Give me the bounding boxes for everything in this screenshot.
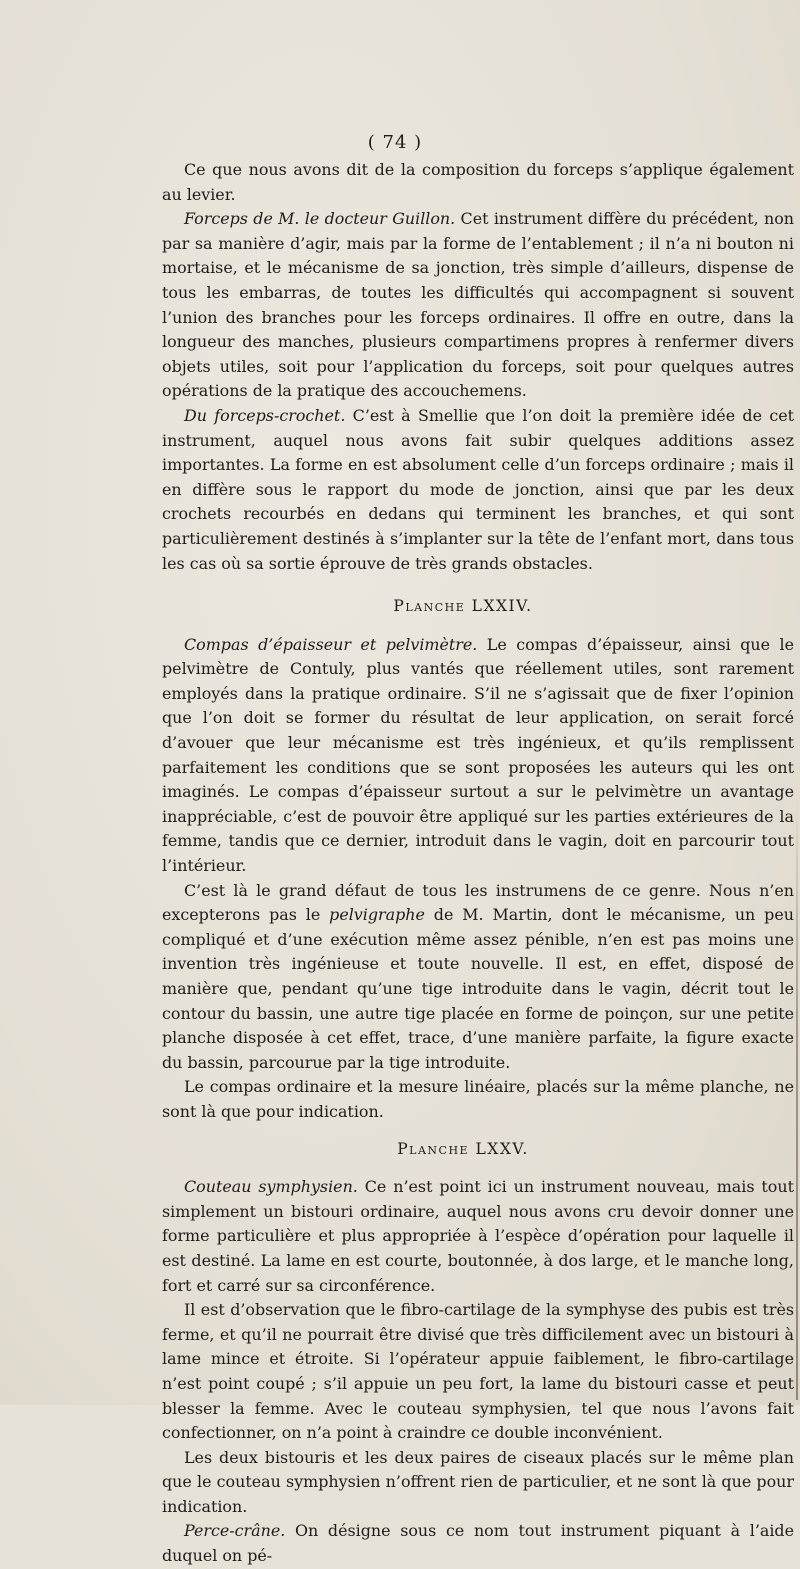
entry-title-compas-epaisseur: Compas d’épaisseur et pelvimètre. — [184, 634, 478, 654]
pelvigraphe-term: pelvigraphe — [329, 905, 425, 925]
paragraph-fibro-cartilage: Il est d’observation que le fibro-cartilage de la symphyse des pubis est très ferme, et qu’il ne pourrait être divisé que très difficilement avec un bistouri à lame mince et étroite. Si l’opérateur appuie faiblement, le fibro-cartilage n’est point coupé ; s’il appuie un peu fort, la lame du bistouri casse et peut blesser la femme. Avec le couteau symphysien, tel que nous l’avons fait confectionner, on n’a point à craindre ce double inconvénient. — [162, 1300, 794, 1443]
paragraph-forceps-guillon — [162, 207, 794, 404]
entry-text-couteau-symphysien: Ce n’est point ici un instrument nouveau, mais tout simplement un bistouri ordinaire, auquel nous avons cru devoir donner une forme particulière et plus appropriée à l’espèce d’opération pour laquelle il est destiné. La lame en est courte, boutonnée, à dos large, et le manche long, fort et carré sur sa circonférence. — [162, 1177, 794, 1295]
paragraph-forceps-crochet — [162, 404, 794, 576]
page-number: ( 74 ) — [367, 132, 423, 153]
page-edge-shadow — [796, 800, 798, 1400]
paragraph-pelvigraphe — [162, 879, 794, 1076]
paragraph-lever: Ce que nous avons dit de la composition du forceps s’applique également au levier. — [162, 160, 794, 204]
entry-text-forceps-crochet: C’est à Smellie que l’on doit la première idée de cet instrument, auquel nous avons fait subir quelques additions assez importantes. La forme en est absolument celle d’un forceps ordinaire ; mais il en diffère sous le rapport du mode de jonction, ainsi que par les deux crochets recourbés en dedans qui terminent les branches, et qui sont particulièrement destinés à s’implanter sur la tête de l’enfant mort, dans tous les cas où sa sortie éprouve de très grands obstacles. — [162, 405, 795, 573]
paragraph-compas-epaisseur — [162, 633, 794, 879]
entry-text-perce-crane: On désigne sous ce nom tout instrument piquant à l’aide duquel on pé- — [162, 1521, 794, 1566]
entry-title-couteau-symphysien: Couteau symphysien. — [184, 1177, 358, 1197]
page-body — [162, 158, 794, 1569]
paragraph-compas-ordinaire: Le compas ordinaire et la mesure linéaire, placés sur la même planche, ne sont là que pour indication. — [162, 1077, 794, 1121]
paragraph-bistouris: Les deux bistouris et les deux paires de ciseaux placés sur le même plan que le couteau symphysien n’offrent rien de particulier, et ne sont là que pour indication. — [162, 1447, 794, 1516]
entry-text-compas-epaisseur: Le compas d’épaisseur, ainsi que le pelvimètre de Contuly, plus vantés que réellement utiles, sont rarement employés dans la pratique ordinaire. S’il ne s’agissait que de fixer l’opinion que l’on doit se former du résultat de leur application, on serait forcé d’avouer que leur mécanisme est très ingénieux, et qu’ils remplissent parfaitement les conditions que se sont proposées les auteurs qui les ont imaginés. Le compas d’épaisseur surtout a sur le pelvimètre un avantage inappréciable, c’est de pouvoir être appliqué sur les parties extérieures de la femme, tandis que ce dernier, introduit dans le vagin, doit en parcourir tout l’intérieur. — [162, 634, 794, 876]
entry-title-perce-crane: Perce-crâne. — [184, 1521, 286, 1541]
paragraph-couteau-symphysien — [162, 1175, 794, 1298]
heading-planche-lxxv: Planche LXXV. — [397, 1139, 529, 1158]
pelvigraphe-text-after: de M. Martin, dont le mécanisme, un peu compliqué et d’une exécution même assez pénible, n’en est pas moins une invention très ingénieuse et toute nouvelle. Il est, en effet, disposé de manière que, pendant qu’une tige introduite dans le vagin, décrit tout le contour du bassin, une autre tige placée en forme de poinçon, sur une petite planche disposée à cet effet, trace, d’une manière parfaite, la figure exacte du bassin, parcourue par la tige introduite. — [162, 905, 794, 1072]
entry-text-forceps-guillon: Cet instrument diffère du précédent, non par sa manière d’agir, mais par la forme de l’entablement ; il n’a ni bouton ni mortaise, et le mécanisme de sa jonction, très simple d’ailleurs, dispense de tous les embarras, de toutes les difficultés qui accompagnent si souvent l’union des branches pour les forceps ordinaires. Il offre en outre, dans la longueur des manches, plusieurs compartimens propres à renfermer divers objets utiles, soit pour l’application du forceps, soit pour quelques autres opérations de la pratique des accouchemens. — [162, 209, 794, 401]
entry-title-forceps-guillon: Forceps de M. le docteur Guillon. — [184, 209, 456, 229]
pelvigraphe-text-before: C’est là le grand défaut de tous les instrumens de ce genre. Nous n’en excepterons pas le — [162, 880, 794, 925]
entry-title-forceps-crochet: Du forceps-crochet. — [184, 405, 346, 425]
heading-planche-lxxiv: Planche LXXIV. — [393, 597, 533, 616]
paragraph-perce-crane — [162, 1519, 794, 1568]
